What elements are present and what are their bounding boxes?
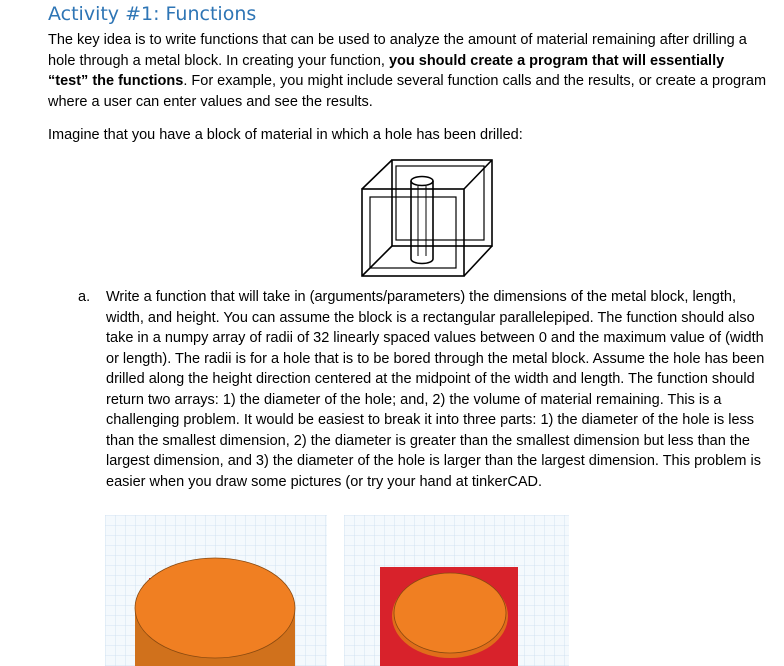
intro-text-2: . For example, you might include several function calls and the results, or create a program where a user can enter values and see the results. [48, 73, 767, 110]
block-back-face [392, 160, 492, 246]
hole-bottom-arc [411, 259, 433, 264]
list-marker-a: a. [78, 289, 91, 305]
activity-heading: Activity #1: Functions [48, 3, 257, 25]
intro-text-1: The key idea is to write functions that can be used to analyze the amount of material remaining after drilling a hole through a metal block. In creating your function, [48, 32, 747, 69]
hole-top-ellipse [411, 177, 433, 186]
list-item-a-text: Write a function that will take in (arguments/parameters) the dimensions of the metal block, length, width, and height. You can assume the block is a rectangular parallelepiped. The function should also take in a numpy array of radii of 32 linearly spaced values between 0 and the maximum value of (width or length). The radii is for a hole that is to be bored through the metal block. Assume the hole has been drilled along the height direction centered at the midpoint of the width and length. The function should return two arrays: 1) the diameter of the hole; and, 2) the volume of material remaining. This is a challenging problem. It would be easiest to break it into three parts: 1) the diameter of the hole is less than the smallest dimension, 2) the diameter is greater than the smallest dimension but less than the largest dimension, and 3) the diameter of the hole is larger than the largest dimension. This problem is easier when you draw some pictures (or try your hand at tinkerCAD. [106, 289, 765, 490]
tinkercad-image-large-hole [105, 515, 327, 666]
intro-bold-text: you should create a program that will essentially “test” the functions [48, 52, 725, 89]
intro-paragraph [48, 30, 768, 112]
imagine-paragraph: Imagine that you have a block of material in which a hole has been drilled: [48, 127, 523, 143]
cylinder-top [394, 573, 506, 653]
tinkercad-image-small-hole [344, 515, 569, 666]
cylinder-top [135, 558, 295, 658]
block-front-face [362, 189, 464, 276]
drilled-block-diagram [356, 156, 496, 281]
